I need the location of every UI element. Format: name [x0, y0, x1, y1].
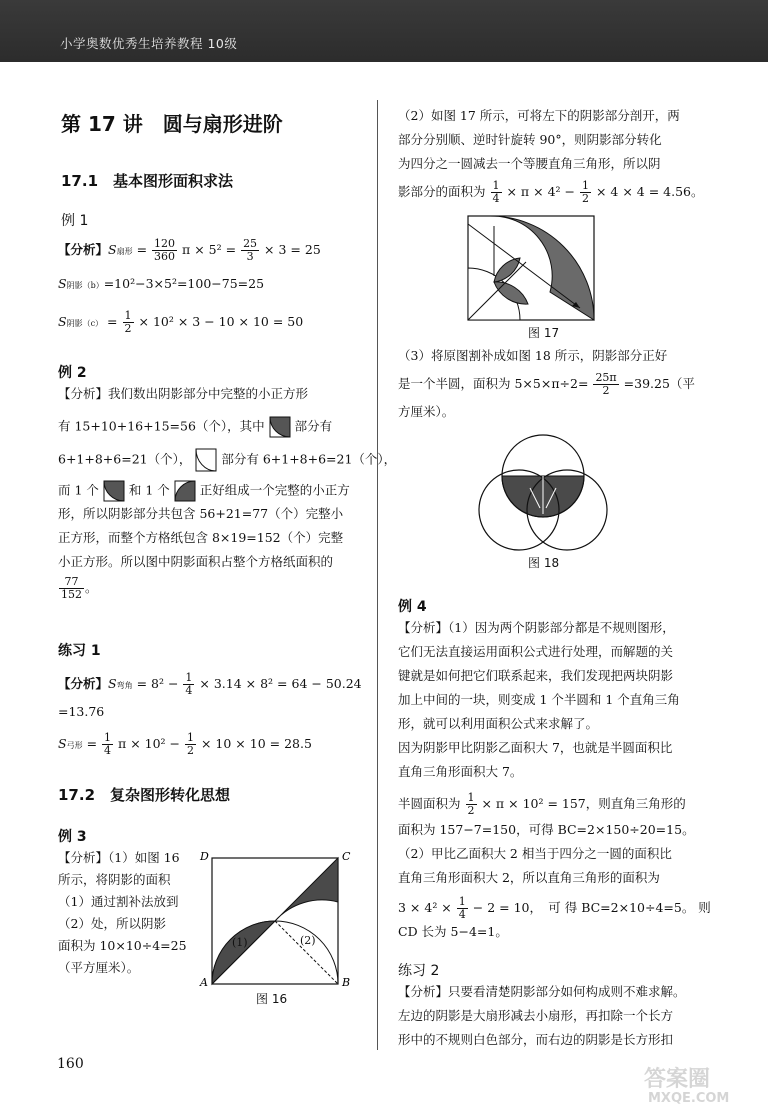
- practice-1-line-1: 【分析】S弯角 = 8² − $\frac{1}{4}$ × 3.14 × 8² = 64 − 50.24: [58, 671, 362, 698]
- example-4-line-7: 直角三角形面积大 7。: [398, 764, 523, 779]
- example-1-line-2: S阴影（b）=10²−3×5²=100−75=25: [58, 276, 265, 291]
- column-divider: [377, 100, 378, 1050]
- example-4-line-3: 键就是如何把它们联系起来，我们发现把两块阴影: [398, 668, 674, 683]
- example-1-line-3: S阴影（c） = $\frac{1}{2}$ × 10² × 3 − 10 × 10 = 50: [58, 309, 304, 336]
- example-4-line-4: 加上中间的一块，则变成 1 个半圆和 1 个直角三角: [398, 692, 680, 707]
- figure-16-label-1: (1): [232, 936, 248, 949]
- svg-text:MXQE.COM: MXQE.COM: [648, 1091, 730, 1106]
- shaded-corner-square-icon-2: [174, 480, 196, 502]
- section-17-2-heading: 17.2 复杂图形转化思想: [58, 786, 231, 804]
- quarter-shaded-square-icon: [269, 416, 291, 438]
- practice-1-line-2: =13.76: [58, 704, 105, 719]
- practice-2-heading: 练习 2: [398, 963, 440, 979]
- shaded-corner-square-icon: [103, 480, 125, 502]
- example-2-line-1: 【分析】我们数出阴影部分中完整的小正方形: [58, 386, 309, 401]
- figure-18-caption: 图 18: [528, 556, 560, 570]
- example-3-line-1: 【分析】（1）如图 16: [58, 850, 180, 865]
- part-3-line-3: 方厘米）。: [398, 404, 455, 419]
- example-4-line-2: 它们无法直接运用面积公式进行处理，而解题的关: [398, 644, 674, 659]
- example-4-line-5: 形，就可以利用面积公式来求解了。: [398, 716, 599, 731]
- example-4-line-13: CD 长为 5−4=1。: [398, 924, 508, 939]
- page-number: 160: [57, 1056, 84, 1072]
- figure-18: [478, 428, 608, 552]
- example-4-line-1: 【分析】（1）因为两个阴影部分都是不规则图形，: [398, 620, 675, 635]
- example-2-line-4: 而 1 个 和 1 个 正好组成一个完整的小正方: [58, 480, 350, 502]
- example-3-line-3: （1）通过割补法放到: [58, 894, 179, 909]
- example-1-line-1: 【分析】S扇形 = $\frac{120}{360}$ π × 5² = $\frac{25}{3}$ × 3 = 25: [58, 237, 321, 264]
- practice-2-line-3: 形中的不规则白色部分，而右边的阴影是长方形扣: [398, 1032, 674, 1047]
- example-2-heading: 例 2: [58, 365, 87, 381]
- figure-16: [196, 846, 366, 994]
- example-4-line-12: 3 × 4² × $\frac{1}{4}$ − 2 = 10， 可 得 BC=2×10÷4=5。 则: [398, 895, 711, 922]
- part-3-line-1: （3）将原图割补成如图 18 所示，阴影部分正好: [398, 348, 668, 363]
- practice-2-line-1: 【分析】只要看清楚阴影部分如何构成则不难求解。: [398, 984, 686, 999]
- part-2-line-4: 影部分的面积为 $\frac{1}{4}$ × π × 4² − $\frac{1}{2}$ × 4 × 4 = 4.56。: [398, 179, 704, 206]
- example-3-line-2: 所示，将阴影的面积: [58, 872, 171, 887]
- example-4-line-10: （2）甲比乙面积大 2 相当于四分之一圆的面积比: [398, 846, 672, 861]
- header-bar: [0, 0, 768, 62]
- practice-1-line-3: S弓形 = $\frac{1}{4}$ π × 10² − $\frac{1}{2}$ × 10 × 10 = 28.5: [58, 731, 312, 758]
- lecture-title: 第 17 讲 圆与扇形进阶: [61, 112, 283, 136]
- figure-16-label-c: C: [342, 850, 351, 863]
- figure-16-label-a: A: [200, 976, 208, 989]
- example-2-line-3: 6+1+8+6=21（个）， 部分有 6+1+8+6=21（个），: [58, 448, 396, 472]
- example-2-line-8: $\frac{77}{152}$ 。: [61, 575, 98, 602]
- watermark-logo: [640, 1060, 760, 1106]
- example-2-line-5: 形，所以阴影部分共包含 56+21=77（个）完整小: [58, 506, 344, 521]
- figure-16-label-d: D: [200, 850, 209, 863]
- figure-16-label-2: (2): [300, 934, 316, 947]
- svg-text:答案圈: 答案圈: [644, 1067, 711, 1092]
- example-3-line-6: （平方厘米）。: [58, 960, 140, 975]
- part-2-line-1: （2）如图 17 所示，可将左下的阴影部分剖开，两: [398, 108, 680, 123]
- part-3-line-2: 是一个半圆，面积为 5×5×π÷2= $\frac{25\pi}{2}$ =39.25（平: [398, 371, 695, 398]
- example-4-heading: 例 4: [398, 599, 427, 615]
- section-17-1-heading: 17.1 基本图形面积求法: [61, 172, 234, 190]
- practice-1-heading: 练习 1: [58, 643, 101, 659]
- figure-16-label-b: B: [342, 976, 351, 989]
- example-4-line-11: 直角三角形面积大 2，所以直角三角形的面积为: [398, 870, 660, 885]
- arc-square-icon: [195, 448, 217, 472]
- example-3-line-5: 面积为 10×10÷4=25: [58, 938, 187, 953]
- example-4-line-8: 半圆面积为 $\frac{1}{2}$ × π × 10² = 157，则直角三角形的: [398, 791, 686, 818]
- example-2-line-6: 正方形，而整个方格纸包含 8×19=152（个）完整: [58, 530, 344, 545]
- figure-17: [464, 212, 604, 322]
- figure-16-caption: 图 16: [256, 992, 288, 1006]
- book-title: 小学奥数优秀生培养教程 10级: [60, 36, 238, 51]
- example-2-line-2: 有 15+10+16+15=56（个），其中 部分有: [58, 416, 332, 438]
- example-4-line-9: 面积为 157−7=150，可得 BC=2×150÷20=15。: [398, 822, 695, 837]
- figure-17-caption: 图 17: [528, 326, 560, 340]
- example-3-heading: 例 3: [58, 829, 87, 845]
- example-2-line-7: 小正方形。所以图中阴影面积占整个方格纸面积的: [58, 554, 334, 569]
- part-2-line-2: 部分分别顺、逆时针旋转 90°，则阴影部分转化: [398, 132, 662, 147]
- example-4-line-6: 因为阴影甲比阴影乙面积大 7，也就是半圆面积比: [398, 740, 673, 755]
- example-1-heading: 例 1: [61, 213, 89, 229]
- practice-2-line-2: 左边的阴影是大扇形减去小扇形，再扣除一个长方: [398, 1008, 674, 1023]
- example-3-line-4: （2）处，所以阴影: [58, 916, 166, 931]
- part-2-line-3: 为四分之一圆减去一个等腰直角三角形，所以阴: [398, 156, 661, 171]
